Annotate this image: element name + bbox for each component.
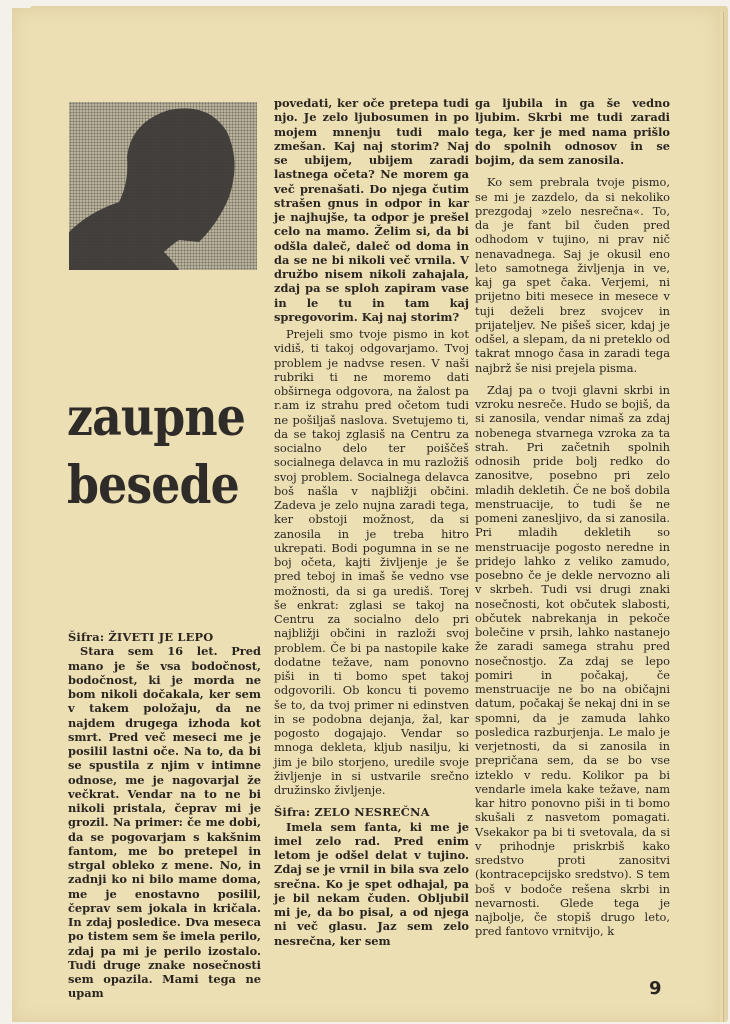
letter2-text: Imela sem fanta, ki me je imel zelo rad. Pred enim letom je odšel delat v tujino. Zdaj se je vrnil in bila sva zelo srečna. Ko je spet odhajal, pa je bil nekam čuden. Obljubil mi je, da bo pisal, a od njega ni več glasu. Jaz sem zelo nesrečna, ker sem — [274, 819, 469, 948]
letter2-answer-part1: Ko sem prebrala tvoje pismo, se mi je zazdelo, da si nekoliko prezgodaj »zelo nesrečna«. To, da je fant bil čuden pred odhodom v tujino, ni prav nič nenavadnega. Saj je okusil eno leto samotnega življenja in ve, kaj ga spet čaka. Verjemi, ni prijetno biti mesece in mesece v tuji deželi brez svojcev in prijateljev. Ne pišeš sicer, kdaj je odšel, a slepam, da ni preteklo od takrat mnogo časa in zaradi tega najbrž še nisi prejela pisma. — [475, 175, 670, 375]
letter1-text-continued: povedati, ker oče pretepa tudi njo. Je zelo ljubosumen in po mojem mnenju tudi malo zmešan. Kaj naj storim? Naj se ubijem, ubijem zaradi lastnega očeta? Ne morem ga več prenašati. Do njega čutim strašen gnus in odpor in kar je najhujše, ta odpor je prešel celo na mamo. Želim si, da bi odšla daleč, daleč od doma in da se ne bi nikoli več vrnila. V družbo nisem nikoli zahajala, zdaj pa se sploh zapiram vase in le tu in tam kaj spregovorim. Kaj naj storim? — [274, 96, 469, 324]
silhouette-icon — [69, 102, 257, 270]
article-title — [67, 384, 246, 520]
column-1 — [68, 630, 261, 1001]
letter2-text-continued: ga ljubila in ga še vedno ljubim. Skrbi me tudi zaradi tega, ker je med nama prišlo do spolnih odnosov in se bojim, da sem zanosila. — [475, 96, 670, 167]
magazine-page — [12, 8, 720, 1022]
letter2-heading: Šifra: ZELO NESREČNA — [274, 805, 430, 820]
column-3 — [475, 96, 670, 939]
title-line-2: besede — [67, 455, 239, 516]
letter1-answer: Prejeli smo tvoje pismo in kot vidiš, ti takoj odgovarjamo. Tvoj problem je nadvse resen. V naši rubriki ti ne moremo dati obširnega odgovora, na žalost pa r.am iz strahu pred očetom tudi ne pošiljaš naslova. Svetujemo ti, da se takoj zglasiš na Centru za socialno delo ter poiščeš socialnega delavca in mu razložiš svoj problem. Socialnega delavca boš našla v najbližji občini. Zadeva je zelo nujna zaradi tega, ker obstoji možnost, da si zanosila in je treba hitro ukrepati. Bodi pogumna in se ne boj očeta, kajti življenje je še pred teboj in imaš še vedno vse možnosti, da si ga urediš. Torej še enkrat: zglasi se takoj na Centru za socialno delo pri najbližji občini in razloži svoj problem. Če bi pa nastopile kake dodatne težave, nam ponovno piši in ti bomo spet takoj odgovorili. Ob koncu ti povemo še to, da tvoj primer ni edinstven in se podobna dejanja, žal, kar pogosto dogajajo. Vendar so mnoga dekleta, kljub nasilju, ki jim je bilo storjeno, uredile svoje življenje in si ustvarile srečno družinsko življenje. — [274, 327, 469, 797]
letter1-text: Stara sem 16 let. Pred mano je še vsa bodočnost, bodočnost, ki je morda ne bom nikoli dočakala, ker sem v takem položaju, da ne najdem drugega izhoda kot smrt. Pred več meseci me je posilil lastni oče. Na to, da bi se spustila z njim v intimne odnose, me je nagovarjal že večkrat. Vendar na to ne bi nikoli pristala, čeprav mi je grozil. Na primer: če me dobi, da se pogovarjam s kakšnim fantom, me bo pretepel in strgal obleko z mene. No, in zadnji ko ni bilo mame doma, me je enostavno posilil, čeprav sem jokala in kričala. In zdaj posledice. Dva meseca po tistem sem še imela perilo, zdaj pa mi je perilo izostalo. Tudi druge znake nosečnosti sem opazila. Mami tega ne upam — [68, 644, 261, 1001]
silhouette-photo-icon — [69, 102, 257, 270]
letter1-heading: Šifra: ŽIVETI JE LEPO — [68, 630, 214, 644]
column-2 — [274, 96, 469, 948]
title-line-1: zaupne — [67, 387, 246, 448]
letter2-answer-part2: Zdaj pa o tvoji glavni skrbi in vzroku nesreče. Hudo se bojiš, da si zanosila, vendar nimaš za zdaj nobenega stvarnega vzroka za ta strah. Pri začetnih spolnih odnosih pride bolj redko do zanositve, posebno pri zelo mladih dekletih. Če ne boš dobila menstruacije, to tudi še ne pomeni zanesljivo, da si zanosila. Pri mladih dekletih so menstruacije pogosto neredne in pridejo lahko z veliko zamudo, posebno če je dekle nervozno ali v skrbeh. Tudi vsi drugi znaki nosečnosti, kot občutek slabosti, občutek nabrekanja in pekoče bolečine v prsih, lahko nastanejo že zaradi samega strahu pred nosečnostjo. Za zdaj se lepo pomiri in počakaj, če menstruacije ne bo na običajni datum, počakaj še nekaj dni in se spomni, da je zamuda lahko posledica razburjenja. Le malo je verjetnosti, da si zanosila in prepričana sem, da se bo vse izteklo v redu. Kolikor pa bi vendarle imela kake težave, nam kar hitro ponovno piši in ti bomo skušali z nasvetom pomagati. Vsekakor pa bi ti svetovala, da si v prihodnje priskrbiš kako sredstvo proti zanositvi (kontracepcijsko sredstvo). S tem boš v bodoče rešena skrbi in nevarnosti. Glede tega je najbolje, če stopiš drugo leto, pred fantovo vrnitvijo, k — [475, 382, 670, 939]
page-number: 9 — [649, 978, 662, 999]
